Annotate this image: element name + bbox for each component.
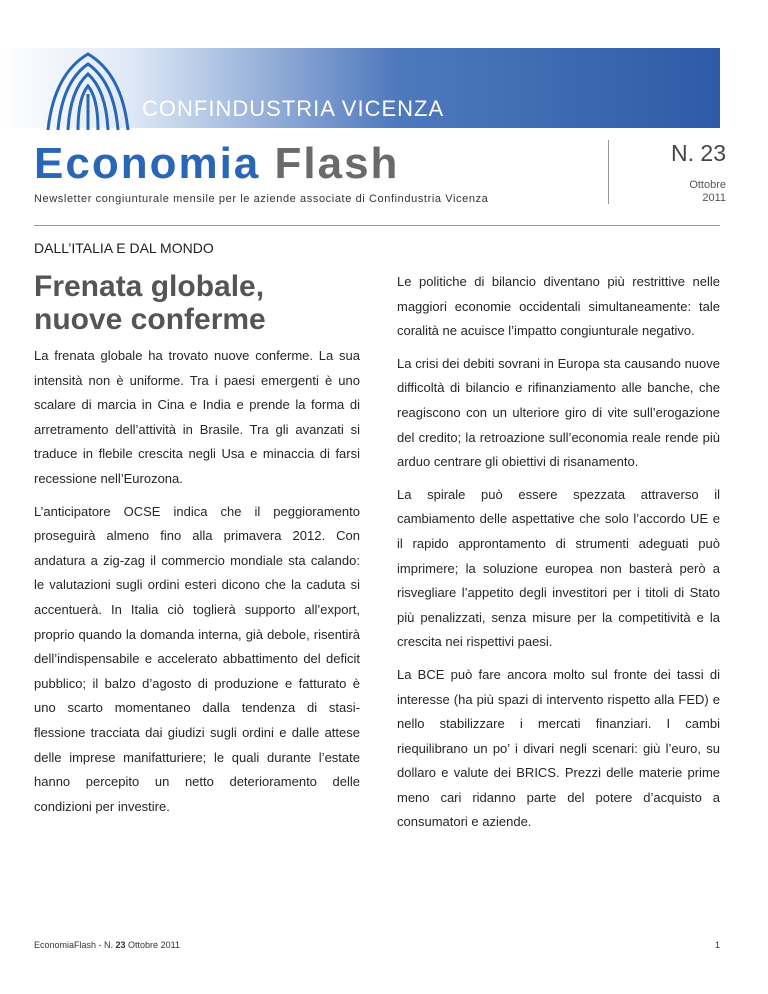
footer-issue-info xyxy=(34,940,180,950)
issue-year: 2011 xyxy=(702,192,726,204)
title-flash: Flash xyxy=(274,139,400,188)
issue-month: Ottobre xyxy=(689,179,726,191)
headline-line-1: Frenata globale, xyxy=(34,270,265,303)
paragraph: La BCE può fare ancora molto sul fronte dei tassi di interesse (ha più spazi di intervento rispetto alla FED) e nello stabilizzare i mercati finanziari. I cambi riequilibrano un po’ i divari negli scenari: giù l’euro, su dollaro e valute dei BRICS. Prezzi delle materie prime meno cari ridanno parte del potere d’acquisto a consumatori e aziende. xyxy=(397,666,720,830)
issue-number: N. 23 xyxy=(671,140,726,166)
paragraph: Le politiche di bilancio diventano più restrittive nelle maggiori economie occidentali simultaneamente: tale coralità ne acuisce l’impatto congiunturale negativo. xyxy=(397,274,720,339)
header-rule xyxy=(34,225,720,226)
footer-suffix: Ottobre 2011 xyxy=(125,940,180,950)
paragraph: La crisi dei debiti sovrani in Europa sta causando nuove difficoltà di bilancio e rifinanziamento alle banche, che reagiscono con un ulteriore giro di vite sull’erogazione del credito; la retroazione sull’economia reale rende più arduo centrare gli obiettivi di risanamento. xyxy=(397,355,720,470)
organization-name: CONFINDUSTRIA VICENZA xyxy=(142,96,445,121)
paragraph: La spirale può essere spezzata attraverso il cambiamento delle aspettative che solo l’accordo UE e il rapido approntamento di strumenti adeguati può imprimere; la soluzione europea non basterà però a risvegliare l’appetito degli investitori per i titoli di Stato più penalizzati, senza misure per la competitività e la crescita nei rispettivi paesi. xyxy=(397,486,720,650)
confindustria-logo-icon xyxy=(40,44,136,140)
header-divider xyxy=(608,140,609,204)
footer-issue-number: 23 xyxy=(115,940,126,950)
section-label: DALL’ITALIA E DAL MONDO xyxy=(34,240,214,256)
article-column-right xyxy=(397,270,720,843)
page-number: 1 xyxy=(714,940,720,950)
article-headline xyxy=(34,270,344,336)
footer-prefix: EconomiaFlash - N. xyxy=(34,940,116,950)
paragraph: L’anticipatore OCSE indica che il peggioramento proseguirà almeno fino alla primavera 2012. Con andatura a zig-zag il commercio mondiale sta calando: le valutazioni sugli ordini esteri dicono che la caduta si accentuerà. In Italia ciò toglierà supporto all’export, proprio quando la domanda interna, già debole, risentirà dell’indispensabile e accelerato abbattimento del deficit pubblico; il balzo d’agosto di produzione e fatturato è uno scarto momentaneo dalla tendenza di stasi-flessione tracciata dai giudizi sugli ordini e dalle attese delle imprese manifatturiere; le quali durante l’estate hanno percepito un netto deterioramento delle condizioni per investire. xyxy=(34,503,360,814)
title-economia: Economia xyxy=(34,139,261,188)
paragraph: La frenata globale ha trovato nuove conferme. La sua intensità non è uniforme. Tra i paesi emergenti è uno scalare di marcia in Cina e India e prende la forma di arretramento dell’attività in Brasile. Tra gli avanzati si traduce in flebile crescita negli Usa e minaccia di farsi recessione nell’Eurozona. xyxy=(34,348,360,486)
article-column-left xyxy=(34,344,360,827)
headline-line-2: nuove conferme xyxy=(34,303,266,336)
newsletter-title xyxy=(34,138,399,190)
newsletter-subtitle: Newsletter congiunturale mensile per le aziende associate di Confindustria Vicenza xyxy=(34,193,489,205)
